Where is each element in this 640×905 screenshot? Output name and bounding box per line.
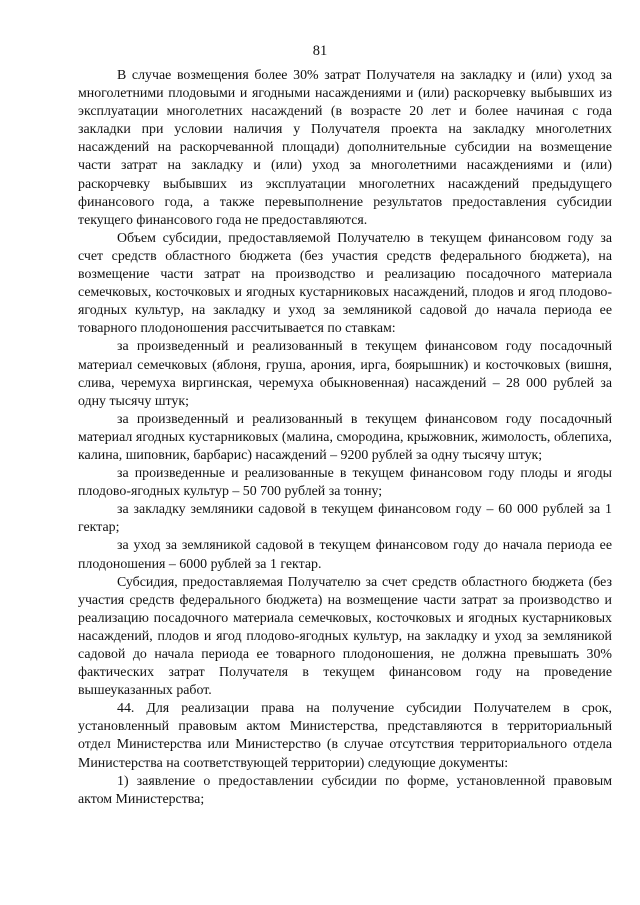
paragraph-subsidy-excess: В случае возмещения более 30% затрат Получателя на закладку и (или) уход за многолетними плодовыми и ягодными насаждениями и (или) раскорчевку выбывших из эксплуатации многолетних насаждений (в возрасте 20 лет и более начиная с года закладки при условии наличия у Получателя проекта на закладку многолетних насаждений на раскорчеванной площади) дополнительные субсидии на возмещение части затрат на закладку и (или) уход за многолетними насаждениями и (или) раскорчевку выбывших из эксплуатации многолетних насаждений предыдущего финансового года, а также перевыполнение результатов предоставления субсидии текущего финансового года не предоставляются.	[78, 68, 612, 228]
paragraph-rate-pome-stone: за произведенный и реализованный в текущем финансовом году посадочный материал семечковых (яблоня, груша, арония, ирга, боярышник) и косточковых (вишня, слива, черемуха виргинская, черемуха обыкновенная) насаждений – 28 000 рублей за одну тысячу штук;	[78, 339, 612, 409]
paragraph-rate-fruits-berries: за произведенные и реализованные в текущем финансовом году плоды и ягоды плодово-ягодных культур – 50 700 рублей за тонну;	[78, 466, 612, 500]
paragraph-subsidy-limit: Субсидия, предоставляемая Получателю за счет средств областного бюджета (без участия средств федерального бюджета) на возмещение части затрат за производство и реализацию посадочного материала семечковых, косточковых и ягодных кустарниковых насаждений, плодов и ягод плодово-ягодных культур, на закладку и уход за земляникой садовой до начала периода ее товарного плодоношения, не должна превышать 30% фактических затрат Получателя в текущем финансовом году на проведение вышеуказанных работ.	[78, 574, 612, 699]
paragraph-subsidy-volume: Объем субсидии, предоставляемой Получателю в текущем финансовом году за счет средств областного бюджета (без участия средств федерального бюджета), на возмещение части затрат на производство и реализацию посадочного материала семечковых, косточковых и ягодных кустарниковых насаждений, плодов и ягод плодово-ягодных культур, на закладку и уход за земляникой садовой до начала периода ее товарного плодоношения рассчитывается по ставкам:	[78, 230, 612, 337]
document-body	[78, 67, 612, 809]
paragraph-rate-strawberry-care: за уход за земляникой садовой в текущем финансовом году до начала периода ее плодоношения – 6000 рублей за 1 гектар.	[78, 538, 612, 572]
paragraph-rate-berry-shrubs: за произведенный и реализованный в текущем финансовом году посадочный материал ягодных кустарниковых (малина, смородина, крыжовник, жимолость, облепиха, калина, шиповник, барбарис) насаждений – 9200 рублей за одну тысячу штук;	[78, 411, 612, 463]
paragraph-item-1: 1) заявление о предоставлении субсидии по форме, установленной правовым актом Министерства;	[78, 773, 612, 807]
paragraph-section-44: 44. Для реализации права на получение субсидии Получателем в срок, установленный правовым актом Министерства, представляются в территориальный отдел Министерства или Министерство (в случае отсутствия территориального отдела Министерства на соответствующей территории) следующие документы:	[78, 701, 612, 771]
page-number: 81	[312, 43, 328, 59]
paragraph-rate-strawberry-planting: за закладку земляники садовой в текущем финансовом году – 60 000 рублей за 1 гектар;	[78, 502, 612, 536]
